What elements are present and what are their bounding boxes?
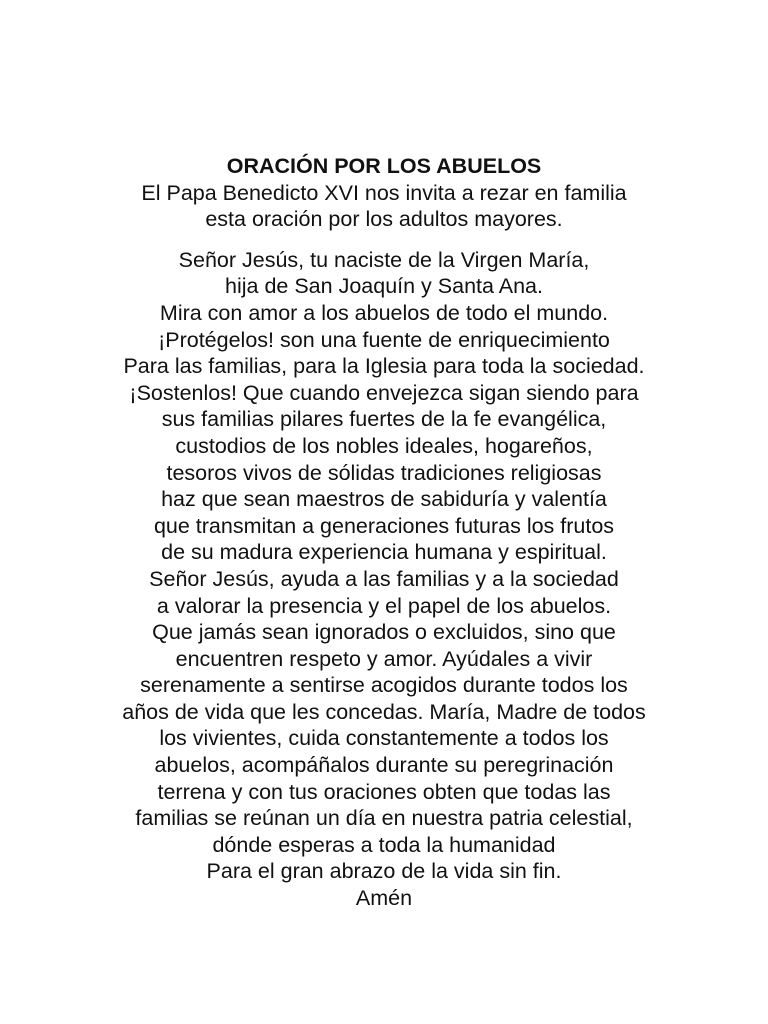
- prayer-line: ¡Sostenlos! Que cuando envejezca sigan siendo para: [129, 380, 639, 405]
- prayer-line: tesoros vivos de sólidas tradiciones religiosas: [166, 460, 602, 485]
- prayer-line: Que jamás sean ignorados o excluidos, sino que: [152, 620, 616, 645]
- prayer-line: encuentren respeto y amor. Ayúdales a vivir: [175, 646, 593, 671]
- prayer-line: hija de San Joaquín y Santa Ana.: [225, 274, 543, 299]
- prayer-line: custodios de los nobles ideales, hogareños,: [175, 433, 593, 458]
- prayer-closing-amen: Amén: [355, 886, 413, 911]
- prayer-line: haz que sean maestros de sabiduría y valentía: [161, 487, 607, 512]
- prayer-line: años de vida que les concedas. María, Madre de todos: [122, 699, 646, 724]
- prayer-line: dónde esperas a toda la humanidad: [212, 832, 556, 857]
- prayer-line: Para el gran abrazo de la vida sin fin.: [206, 859, 562, 884]
- prayer-body: [0, 247, 768, 912]
- prayer-line: abuelos, acompáñalos durante su peregrinación: [154, 753, 614, 778]
- prayer-line: a valorar la presencia y el papel de los abuelos.: [156, 593, 612, 618]
- prayer-line: serenamente a sentirse acogidos durante todos los: [140, 673, 628, 698]
- prayer-line: que transmitan a generaciones futuras los frutos: [153, 513, 615, 538]
- prayer-text-block: [0, 153, 768, 912]
- document-title: ORACIÓN POR LOS ABUELOS: [226, 154, 542, 178]
- intro-line: El Papa Benedicto XVI nos invita a rezar en familia: [141, 180, 627, 205]
- prayer-line: los vivientes, cuida constantemente a todos los: [159, 726, 609, 751]
- paragraph-spacer: [0, 233, 768, 247]
- prayer-line: ¡Protégelos! son una fuente de enriquecimiento: [158, 327, 610, 352]
- prayer-line: Señor Jesús, ayuda a las familias y a la sociedad: [149, 566, 619, 591]
- prayer-line: Señor Jesús, tu naciste de la Virgen María,: [178, 247, 590, 272]
- intro-line: esta oración por los adultos mayores.: [205, 207, 563, 232]
- prayer-line: terrena y con tus oraciones obten que todas las: [157, 779, 611, 804]
- prayer-line: de su madura experiencia humana y espiritual.: [161, 540, 607, 565]
- prayer-line: familias se reúnan un día en nuestra patria celestial,: [135, 806, 633, 831]
- prayer-line: Para las familias, para la Iglesia para toda la sociedad.: [123, 354, 645, 379]
- prayer-line: sus familias pilares fuertes de la fe evangélica,: [161, 407, 607, 432]
- prayer-line: Mira con amor a los abuelos de todo el mundo.: [159, 300, 609, 325]
